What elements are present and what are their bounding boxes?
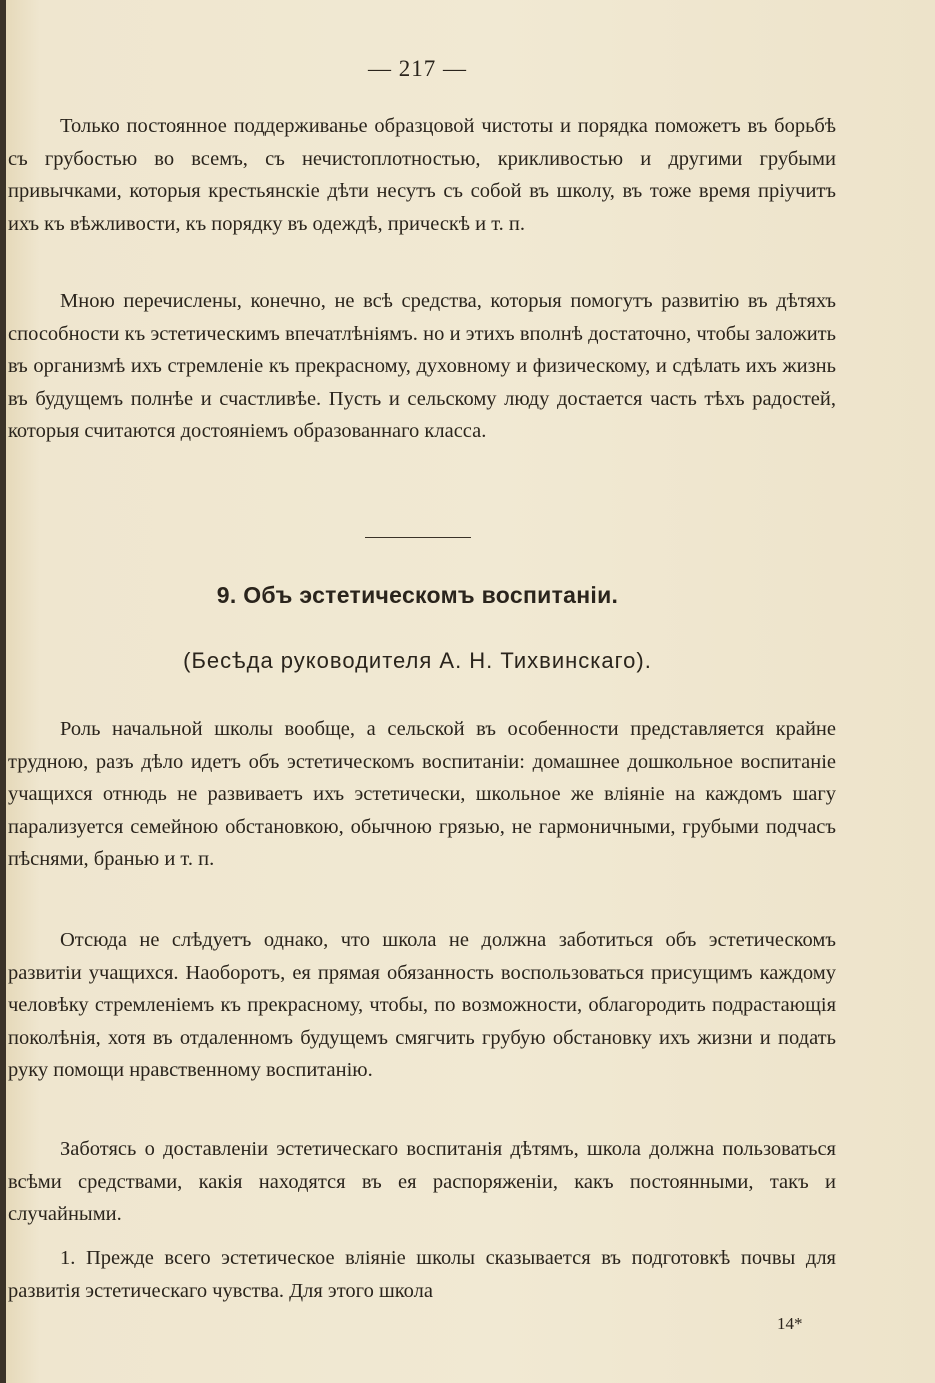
paragraph: Только постоянное поддерживанье образцовой чистоты и порядка поможетъ въ борьбѣ съ грубостью во всемъ, съ нечистоплотностью, крикливостью и другими грубыми привычками, которыя крестьянскіе дѣти несутъ съ собой въ школу, въ тоже время пріучитъ ихъ къ вѣжливости, къ порядку въ одеждѣ, прическѣ и т. п. xyxy=(8,115,836,235)
signature-mark: 14* xyxy=(777,1314,803,1333)
paragraph-block xyxy=(8,713,836,876)
paragraph-block xyxy=(8,1242,836,1307)
section-subheading: (Бесѣда руководителя А. Н. Тихвинскаго). xyxy=(183,648,652,673)
section-divider xyxy=(365,537,471,538)
paragraph-block xyxy=(8,1133,836,1231)
paragraph: 1. Прежде всего эстетическое вліяніе школы сказывается въ подготовкѣ почвы для развитія эстетическаго чувства. Для этого школа xyxy=(8,1247,836,1302)
paragraph-block xyxy=(8,924,836,1087)
paragraph: Заботясь о доставленіи эстетическаго воспитанія дѣтямъ, школа должна пользоваться всѣми средствами, какія находятся въ ея распоряженіи, какъ постоянными, такъ и случайными. xyxy=(8,1138,836,1226)
page-number: — 217 — xyxy=(368,56,467,81)
section-heading: 9. Объ эстетическомъ воспитаніи. xyxy=(216,582,619,608)
paragraph-block xyxy=(8,285,836,448)
paragraph-block xyxy=(8,110,836,240)
paragraph: Отсюда не слѣдуетъ однако, что школа не должна заботиться объ эстетическомъ развитіи учащихся. Наоборотъ, ея прямая обязанность воспользоваться присущимъ каждому человѣку стремленіемъ къ прекрасному, чтобы, по возможности, облагородить подрастающія поколѣнія, хотя въ отдаленномъ будущемъ смягчить грубую обстановку ихъ жизни и подать руку помощи нравственному воспитанію. xyxy=(8,929,836,1082)
paragraph: Мною перечислены, конечно, не всѣ средства, которыя помогутъ развитію въ дѣтяхъ способности къ эстетическимъ впечатлѣніямъ. но и этихъ вполнѣ достаточно, чтобы заложить въ организмѣ ихъ стремленіе къ прекрасному, духовному и физическому, и сдѣлать ихъ жизнь въ будущемъ полнѣе и счастливѣе. Пусть и сельскому люду достается часть тѣхъ радостей, которыя считаются достояніемъ образованнаго класса. xyxy=(8,290,836,443)
binding-edge xyxy=(0,0,6,1383)
paragraph: Роль начальной школы вообще, а сельской въ особенности представляется крайне трудною, разъ дѣло идетъ объ эстетическомъ воспитаніи: домашнее дошкольное воспитаніе учащихся отнюдь не развиваетъ ихъ эстетически, школьное же вліяніе на каждомъ шагу парализуется семейною обстановкою, обычною грязью, не гармоничными, грубыми подчасъ пѣснями, бранью и т. п. xyxy=(8,718,836,871)
